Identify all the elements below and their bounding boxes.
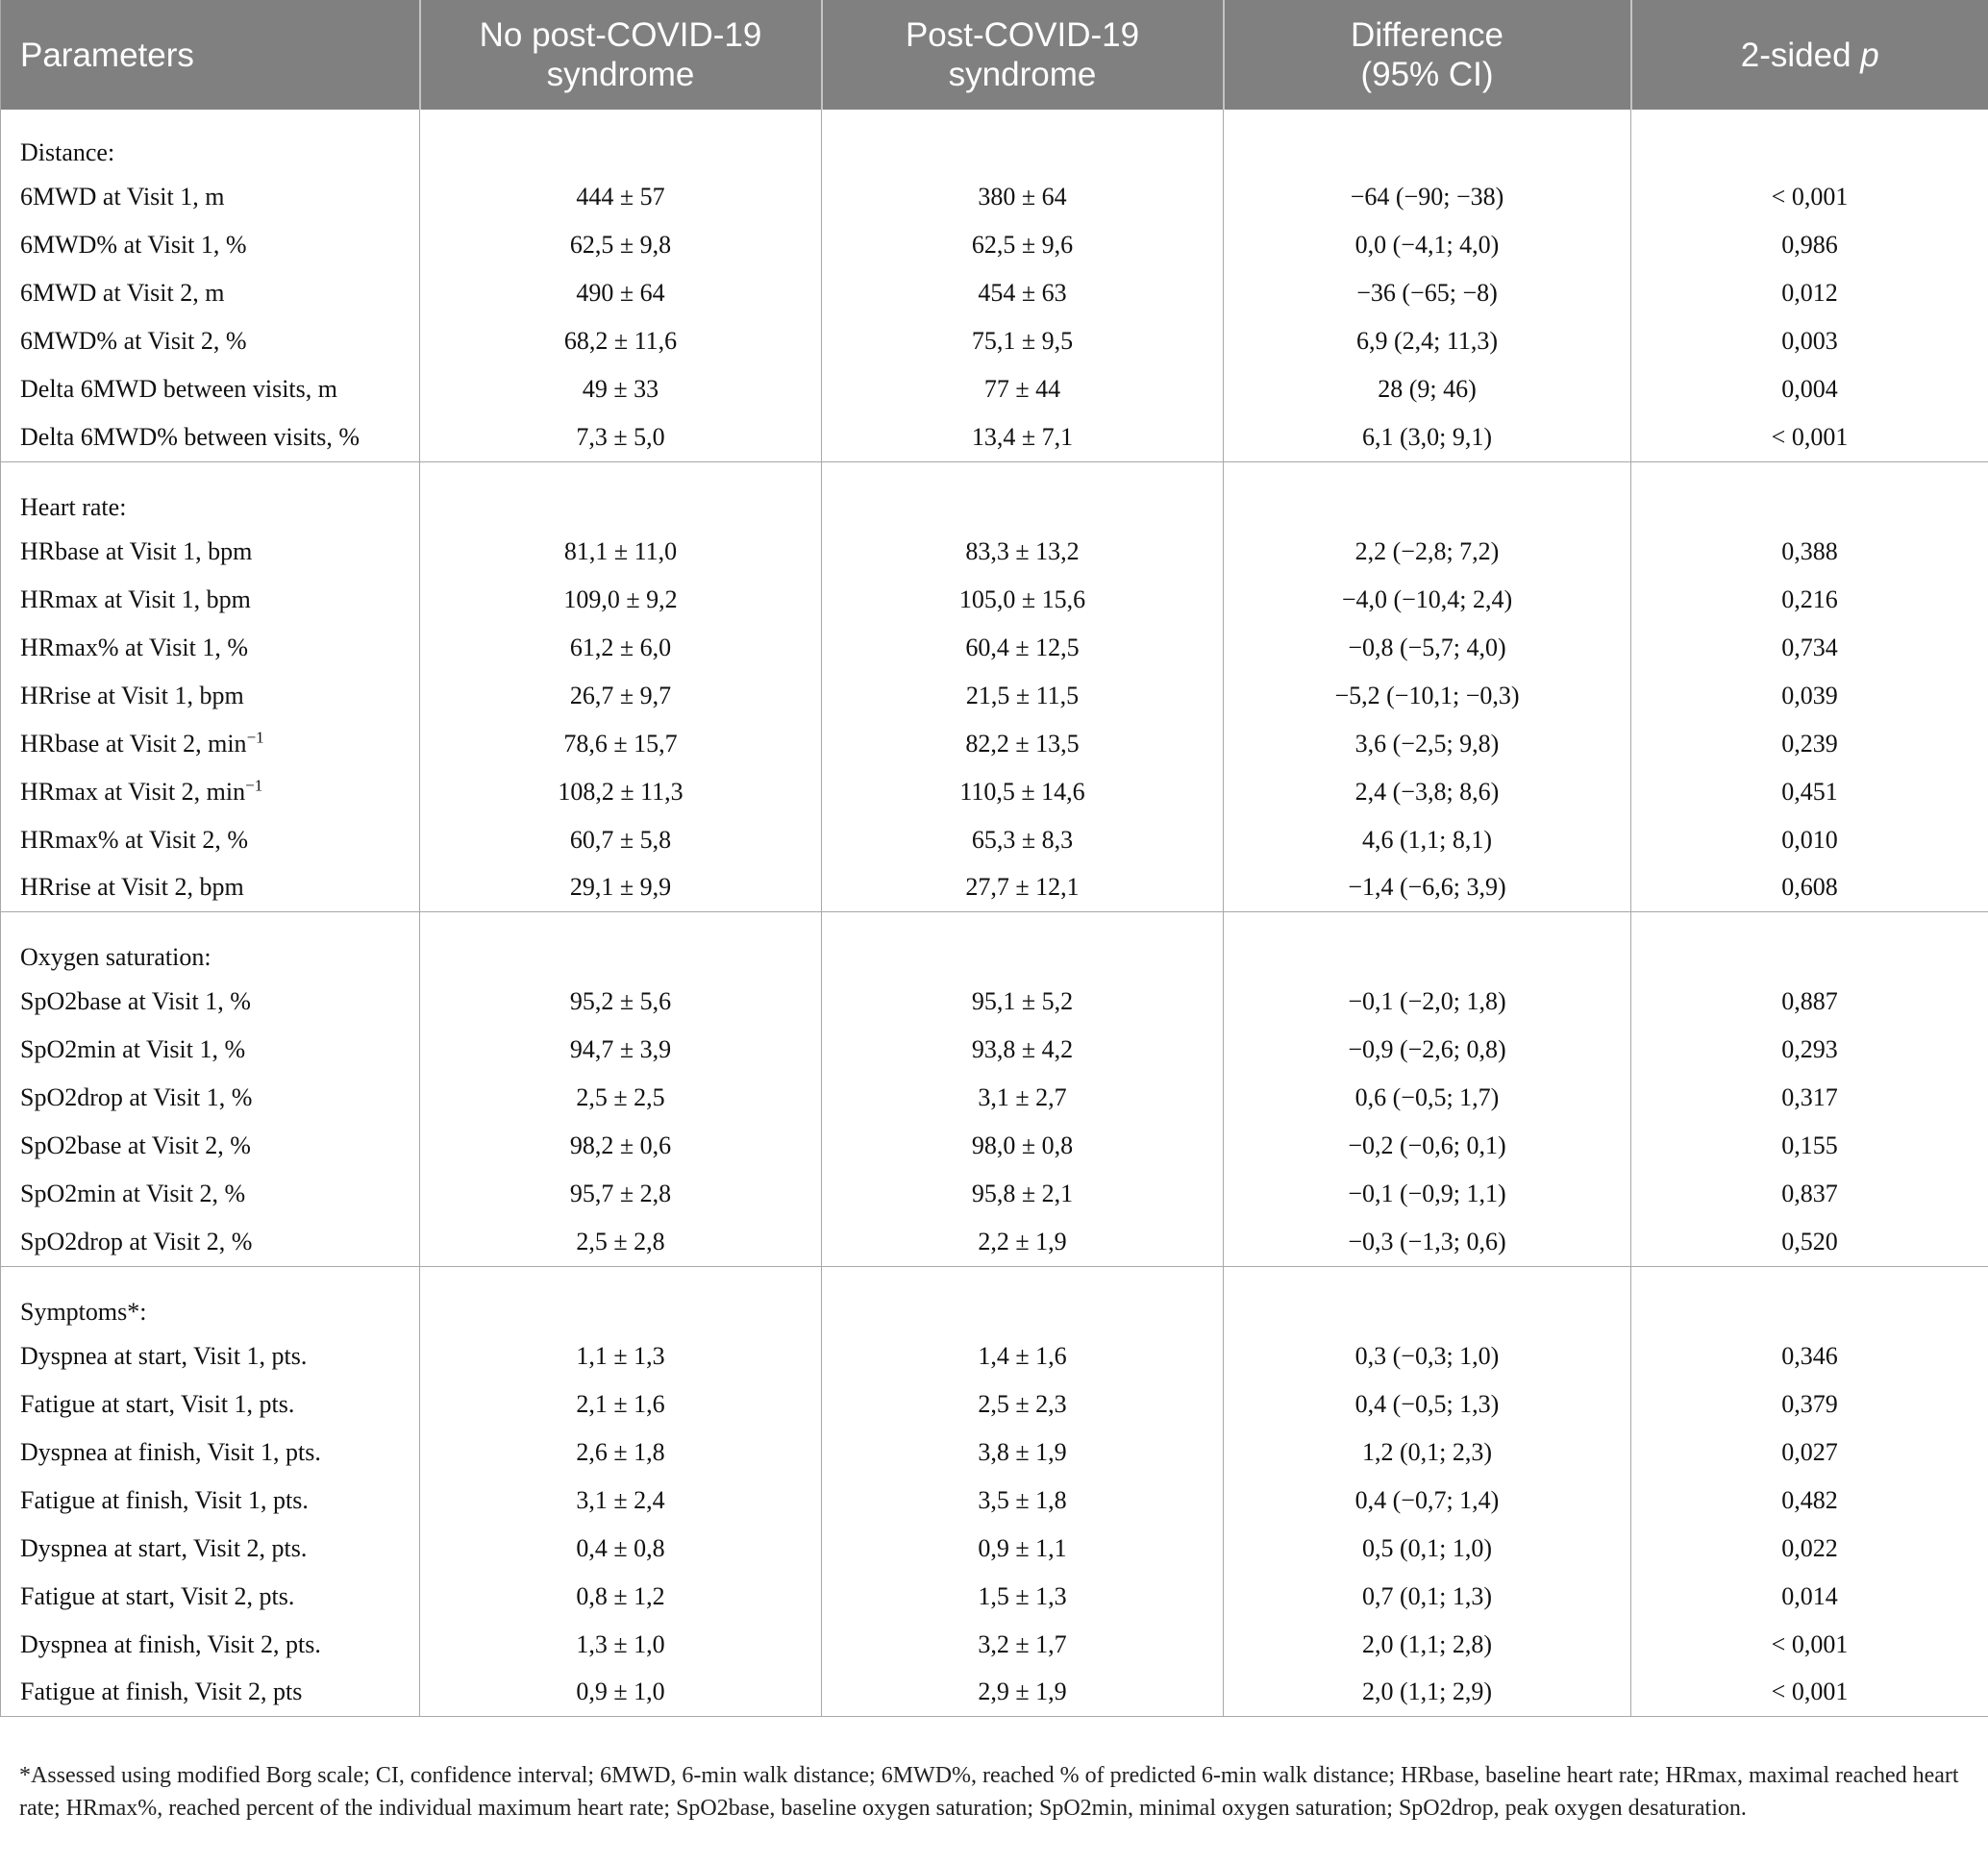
no-pcs-cell: 3,1 ± 2,4 <box>420 1477 822 1525</box>
parameter-cell: Dyspnea at start, Visit 1, pts. <box>20 1341 308 1370</box>
pcs-cell: 21,5 ± 11,5 <box>822 672 1224 720</box>
pcs-cell: 27,7 ± 12,1 <box>822 864 1224 912</box>
p-value-cell: 0,520 <box>1631 1218 1988 1266</box>
table-row <box>1 1026 1988 1074</box>
no-pcs-cell: 490 ± 64 <box>420 269 822 317</box>
pcs-cell: 77 ± 44 <box>822 365 1224 413</box>
parameter-cell: 6MWD% at Visit 1, % <box>20 231 247 259</box>
empty-cell <box>1224 110 1631 173</box>
difference-cell: 0,5 (0,1; 1,0) <box>1224 1525 1631 1573</box>
parameter-cell: SpO2drop at Visit 1, % <box>20 1083 253 1111</box>
no-pcs-cell: 109,0 ± 9,2 <box>420 576 822 624</box>
parameter-cell: Fatigue at finish, Visit 1, pts. <box>20 1485 309 1514</box>
empty-cell <box>420 912 822 979</box>
empty-cell <box>420 110 822 173</box>
difference-cell: −4,0 (−10,4; 2,4) <box>1224 576 1631 624</box>
unit-superscript: −1 <box>245 775 263 794</box>
table-row <box>1 1218 1988 1266</box>
table-row <box>1 1669 1988 1717</box>
header-difference: Difference (95% CI) <box>1224 0 1631 110</box>
parameter-cell: HRrise at Visit 1, bpm <box>20 681 244 709</box>
empty-cell <box>1224 1266 1631 1332</box>
parameter-cell: HRmax at Visit 2, $\min^{-1}$ <box>20 775 263 806</box>
table-row <box>1 173 1988 221</box>
section-header-row <box>1 461 1988 528</box>
difference-cell: 4,6 (1,1; 8,1) <box>1224 816 1631 864</box>
p-value-cell: 0,027 <box>1631 1429 1988 1477</box>
section-header-row <box>1 110 1988 173</box>
parameter-cell: SpO2min at Visit 2, % <box>20 1180 246 1207</box>
table-row <box>1 528 1988 576</box>
p-value-cell: < 0,001 <box>1631 1621 1988 1669</box>
pcs-cell: 83,3 ± 13,2 <box>822 528 1224 576</box>
table-row <box>1 1477 1988 1525</box>
pcs-cell: 105,0 ± 15,6 <box>822 576 1224 624</box>
parameter-cell: Delta 6MWD between visits, m <box>20 375 337 403</box>
header-row <box>1 0 1988 110</box>
difference-cell: 0,6 (−0,5; 1,7) <box>1224 1074 1631 1122</box>
table-row <box>1 365 1988 413</box>
table-row <box>1 624 1988 672</box>
no-pcs-cell: 81,1 ± 11,0 <box>420 528 822 576</box>
empty-cell <box>1631 1266 1988 1332</box>
table-row <box>1 1170 1988 1218</box>
difference-cell: 28 (9; 46) <box>1224 365 1631 413</box>
pcs-cell: 60,4 ± 12,5 <box>822 624 1224 672</box>
table-row <box>1 1573 1988 1621</box>
difference-cell: −1,4 (−6,6; 3,9) <box>1224 864 1631 912</box>
table-row <box>1 768 1988 816</box>
parameter-cell: 6MWD at Visit 1, m <box>20 183 225 211</box>
table-row <box>1 1380 1988 1429</box>
no-pcs-cell: 0,4 ± 0,8 <box>420 1525 822 1573</box>
parameter-cell: Fatigue at start, Visit 2, pts. <box>20 1581 295 1610</box>
p-value-cell: 0,608 <box>1631 864 1988 912</box>
p-value-cell: 0,388 <box>1631 528 1988 576</box>
table-row <box>1 672 1988 720</box>
table-row <box>1 1525 1988 1573</box>
parameter-cell: Dyspnea at start, Visit 2, pts. <box>20 1533 308 1562</box>
p-value-cell: 0,239 <box>1631 720 1988 768</box>
p-value-cell: 0,003 <box>1631 317 1988 365</box>
difference-cell: −0,1 (−2,0; 1,8) <box>1224 978 1631 1026</box>
p-value-cell: 0,293 <box>1631 1026 1988 1074</box>
difference-cell: 0,7 (0,1; 1,3) <box>1224 1573 1631 1621</box>
p-value-cell: 0,012 <box>1631 269 1988 317</box>
parameter-cell: SpO2drop at Visit 2, % <box>20 1227 253 1255</box>
empty-cell <box>1631 461 1988 528</box>
no-pcs-cell: 26,7 ± 9,7 <box>420 672 822 720</box>
no-pcs-cell: 2,6 ± 1,8 <box>420 1429 822 1477</box>
p-value-cell: 0,482 <box>1631 1477 1988 1525</box>
pcs-cell: 380 ± 64 <box>822 173 1224 221</box>
section-group <box>1 912 1988 1267</box>
p-value-cell: 0,039 <box>1631 672 1988 720</box>
parameter-cell: HRbase at Visit 2, $\min^{-1}$ <box>20 727 264 758</box>
p-value-cell: 0,010 <box>1631 816 1988 864</box>
header-parameters: Parameters <box>1 0 420 110</box>
empty-cell <box>822 912 1224 979</box>
parameter-cell: Delta 6MWD% between visits, % <box>20 422 360 451</box>
header-p-value: 2-sided p <box>1631 0 1988 110</box>
p-value-cell: < 0,001 <box>1631 1669 1988 1717</box>
no-pcs-cell: 68,2 ± 11,6 <box>420 317 822 365</box>
pcs-cell: 2,9 ± 1,9 <box>822 1669 1224 1717</box>
pcs-cell: 1,4 ± 1,6 <box>822 1332 1224 1380</box>
table-row <box>1 1429 1988 1477</box>
table-row <box>1 978 1988 1026</box>
pcs-cell: 110,5 ± 14,6 <box>822 768 1224 816</box>
section-title: Heart rate: <box>20 492 127 521</box>
section-group <box>1 461 1988 912</box>
p-value-cell: 0,022 <box>1631 1525 1988 1573</box>
header-no-post-covid: No post-COVID-19 syndrome <box>420 0 822 110</box>
section-header-row <box>1 912 1988 979</box>
parameter-cell: HRrise at Visit 2, bpm <box>20 873 244 902</box>
empty-cell <box>1631 110 1988 173</box>
no-pcs-cell: 1,3 ± 1,0 <box>420 1621 822 1669</box>
section-title: Distance: <box>20 138 115 166</box>
parameter-cell: HRbase at Visit 1, bpm <box>20 536 253 565</box>
section-header-row <box>1 1266 1988 1332</box>
difference-cell: 6,1 (3,0; 9,1) <box>1224 413 1631 461</box>
header-post-covid: Post-COVID-19 syndrome <box>822 0 1224 110</box>
difference-cell: −0,9 (−2,6; 0,8) <box>1224 1026 1631 1074</box>
pcs-cell: 2,5 ± 2,3 <box>822 1380 1224 1429</box>
difference-cell: −5,2 (−10,1; −0,3) <box>1224 672 1631 720</box>
difference-cell: −0,8 (−5,7; 4,0) <box>1224 624 1631 672</box>
p-value-cell: 0,346 <box>1631 1332 1988 1380</box>
p-value-cell: 0,451 <box>1631 768 1988 816</box>
pcs-cell: 65,3 ± 8,3 <box>822 816 1224 864</box>
table-row <box>1 317 1988 365</box>
no-pcs-cell: 95,2 ± 5,6 <box>420 978 822 1026</box>
empty-cell <box>1631 912 1988 979</box>
pcs-cell: 3,2 ± 1,7 <box>822 1621 1224 1669</box>
p-value-cell: < 0,001 <box>1631 173 1988 221</box>
p-value-cell: 0,317 <box>1631 1074 1988 1122</box>
no-pcs-cell: 2,5 ± 2,8 <box>420 1218 822 1266</box>
pcs-cell: 62,5 ± 9,6 <box>822 221 1224 269</box>
pcs-cell: 0,9 ± 1,1 <box>822 1525 1224 1573</box>
difference-cell: −0,2 (−0,6; 0,1) <box>1224 1122 1631 1170</box>
difference-cell: 0,4 (−0,7; 1,4) <box>1224 1477 1631 1525</box>
section-title: Symptoms*: <box>20 1297 147 1326</box>
section-title: Oxygen saturation: <box>20 943 211 971</box>
difference-cell: 2,0 (1,1; 2,9) <box>1224 1669 1631 1717</box>
no-pcs-cell: 1,1 ± 1,3 <box>420 1332 822 1380</box>
difference-cell: −64 (−90; −38) <box>1224 173 1631 221</box>
pcs-cell: 75,1 ± 9,5 <box>822 317 1224 365</box>
p-value-cell: 0,379 <box>1631 1380 1988 1429</box>
pcs-cell: 454 ± 63 <box>822 269 1224 317</box>
empty-cell <box>420 461 822 528</box>
p-value-cell: 0,155 <box>1631 1122 1988 1170</box>
difference-cell: 1,2 (0,1; 2,3) <box>1224 1429 1631 1477</box>
p-value-cell: 0,887 <box>1631 978 1988 1026</box>
difference-cell: −36 (−65; −8) <box>1224 269 1631 317</box>
pcs-cell: 3,5 ± 1,8 <box>822 1477 1224 1525</box>
table-row <box>1 1621 1988 1669</box>
no-pcs-cell: 95,7 ± 2,8 <box>420 1170 822 1218</box>
difference-cell: 2,0 (1,1; 2,8) <box>1224 1621 1631 1669</box>
pcs-cell: 1,5 ± 1,3 <box>822 1573 1224 1621</box>
section-group <box>1 110 1988 461</box>
table-row <box>1 221 1988 269</box>
p-value-cell: < 0,001 <box>1631 413 1988 461</box>
no-pcs-cell: 108,2 ± 11,3 <box>420 768 822 816</box>
unit-superscript: −1 <box>246 727 264 746</box>
p-value-cell: 0,734 <box>1631 624 1988 672</box>
parameter-cell: Dyspnea at finish, Visit 1, pts. <box>20 1437 321 1466</box>
no-pcs-cell: 0,8 ± 1,2 <box>420 1573 822 1621</box>
no-pcs-cell: 2,1 ± 1,6 <box>420 1380 822 1429</box>
pcs-cell: 95,1 ± 5,2 <box>822 978 1224 1026</box>
parameter-cell: Fatigue at start, Visit 1, pts. <box>20 1389 295 1418</box>
table-footnote: *Assessed using modified Borg scale; CI, confidence interval; 6MWD, 6-min walk distance; 6MWD%, reached % of predicted 6-min walk distance; HRbase, baseline heart rate; HRmax, maximal reached heart rate; HRmax%, reached percent of the individual maximum heart rate; SpO2base, baseline oxygen saturation; SpO2min, minimal oxygen saturation; SpO2drop, peak oxygen desaturation. <box>19 1763 1959 1821</box>
table-row <box>1 816 1988 864</box>
difference-cell: 0,4 (−0,5; 1,3) <box>1224 1380 1631 1429</box>
empty-cell <box>1224 912 1631 979</box>
table-row <box>1 576 1988 624</box>
table-row <box>1 269 1988 317</box>
parameter-cell: HRmax at Visit 1, bpm <box>20 584 251 613</box>
table-row <box>1 1332 1988 1380</box>
p-value-cell: 0,837 <box>1631 1170 1988 1218</box>
parameter-cell: Dyspnea at finish, Visit 2, pts. <box>20 1629 321 1658</box>
no-pcs-cell: 444 ± 57 <box>420 173 822 221</box>
parameter-cell: SpO2base at Visit 2, % <box>20 1131 251 1159</box>
no-pcs-cell: 7,3 ± 5,0 <box>420 413 822 461</box>
no-pcs-cell: 60,7 ± 5,8 <box>420 816 822 864</box>
difference-cell: 6,9 (2,4; 11,3) <box>1224 317 1631 365</box>
parameter-cell: SpO2min at Visit 1, % <box>20 1035 246 1063</box>
pcs-cell: 2,2 ± 1,9 <box>822 1218 1224 1266</box>
difference-cell: 0,0 (−4,1; 4,0) <box>1224 221 1631 269</box>
table-row <box>1 413 1988 461</box>
difference-cell: 2,2 (−2,8; 7,2) <box>1224 528 1631 576</box>
no-pcs-cell: 94,7 ± 3,9 <box>420 1026 822 1074</box>
pcs-cell: 3,8 ± 1,9 <box>822 1429 1224 1477</box>
parameter-cell: SpO2base at Visit 1, % <box>20 987 251 1015</box>
parameter-cell: 6MWD% at Visit 2, % <box>20 327 247 355</box>
difference-cell: 3,6 (−2,5; 9,8) <box>1224 720 1631 768</box>
table-row <box>1 1122 1988 1170</box>
p-value-cell: 0,004 <box>1631 365 1988 413</box>
empty-cell <box>822 110 1224 173</box>
pcs-cell: 98,0 ± 0,8 <box>822 1122 1224 1170</box>
no-pcs-cell: 0,9 ± 1,0 <box>420 1669 822 1717</box>
no-pcs-cell: 49 ± 33 <box>420 365 822 413</box>
empty-cell <box>822 461 1224 528</box>
no-pcs-cell: 78,6 ± 15,7 <box>420 720 822 768</box>
parameter-cell: HRmax% at Visit 1, % <box>20 633 248 661</box>
parameter-cell: 6MWD at Visit 2, m <box>20 279 225 307</box>
empty-cell <box>420 1266 822 1332</box>
parameter-cell: HRmax% at Visit 2, % <box>20 825 248 854</box>
difference-cell: 0,3 (−0,3; 1,0) <box>1224 1332 1631 1380</box>
p-value-cell: 0,986 <box>1631 221 1988 269</box>
p-value-cell: 0,216 <box>1631 576 1988 624</box>
no-pcs-cell: 98,2 ± 0,6 <box>420 1122 822 1170</box>
pcs-cell: 82,2 ± 13,5 <box>822 720 1224 768</box>
no-pcs-cell: 62,5 ± 9,8 <box>420 221 822 269</box>
table-row <box>1 864 1988 912</box>
empty-cell <box>1224 461 1631 528</box>
pcs-cell: 3,1 ± 2,7 <box>822 1074 1224 1122</box>
no-pcs-cell: 2,5 ± 2,5 <box>420 1074 822 1122</box>
pcs-cell: 93,8 ± 4,2 <box>822 1026 1224 1074</box>
pcs-cell: 95,8 ± 2,1 <box>822 1170 1224 1218</box>
pcs-cell: 13,4 ± 7,1 <box>822 413 1224 461</box>
parameter-cell: Fatigue at finish, Visit 2, pts <box>20 1678 303 1706</box>
table-row <box>1 720 1988 768</box>
table-header <box>1 0 1988 110</box>
difference-cell: −0,1 (−0,9; 1,1) <box>1224 1170 1631 1218</box>
no-pcs-cell: 29,1 ± 9,9 <box>420 864 822 912</box>
difference-cell: −0,3 (−1,3; 0,6) <box>1224 1218 1631 1266</box>
difference-cell: 2,4 (−3,8; 8,6) <box>1224 768 1631 816</box>
no-pcs-cell: 61,2 ± 6,0 <box>420 624 822 672</box>
section-group <box>1 1266 1988 1717</box>
table-row <box>1 1074 1988 1122</box>
p-value-cell: 0,014 <box>1631 1573 1988 1621</box>
empty-cell <box>822 1266 1224 1332</box>
